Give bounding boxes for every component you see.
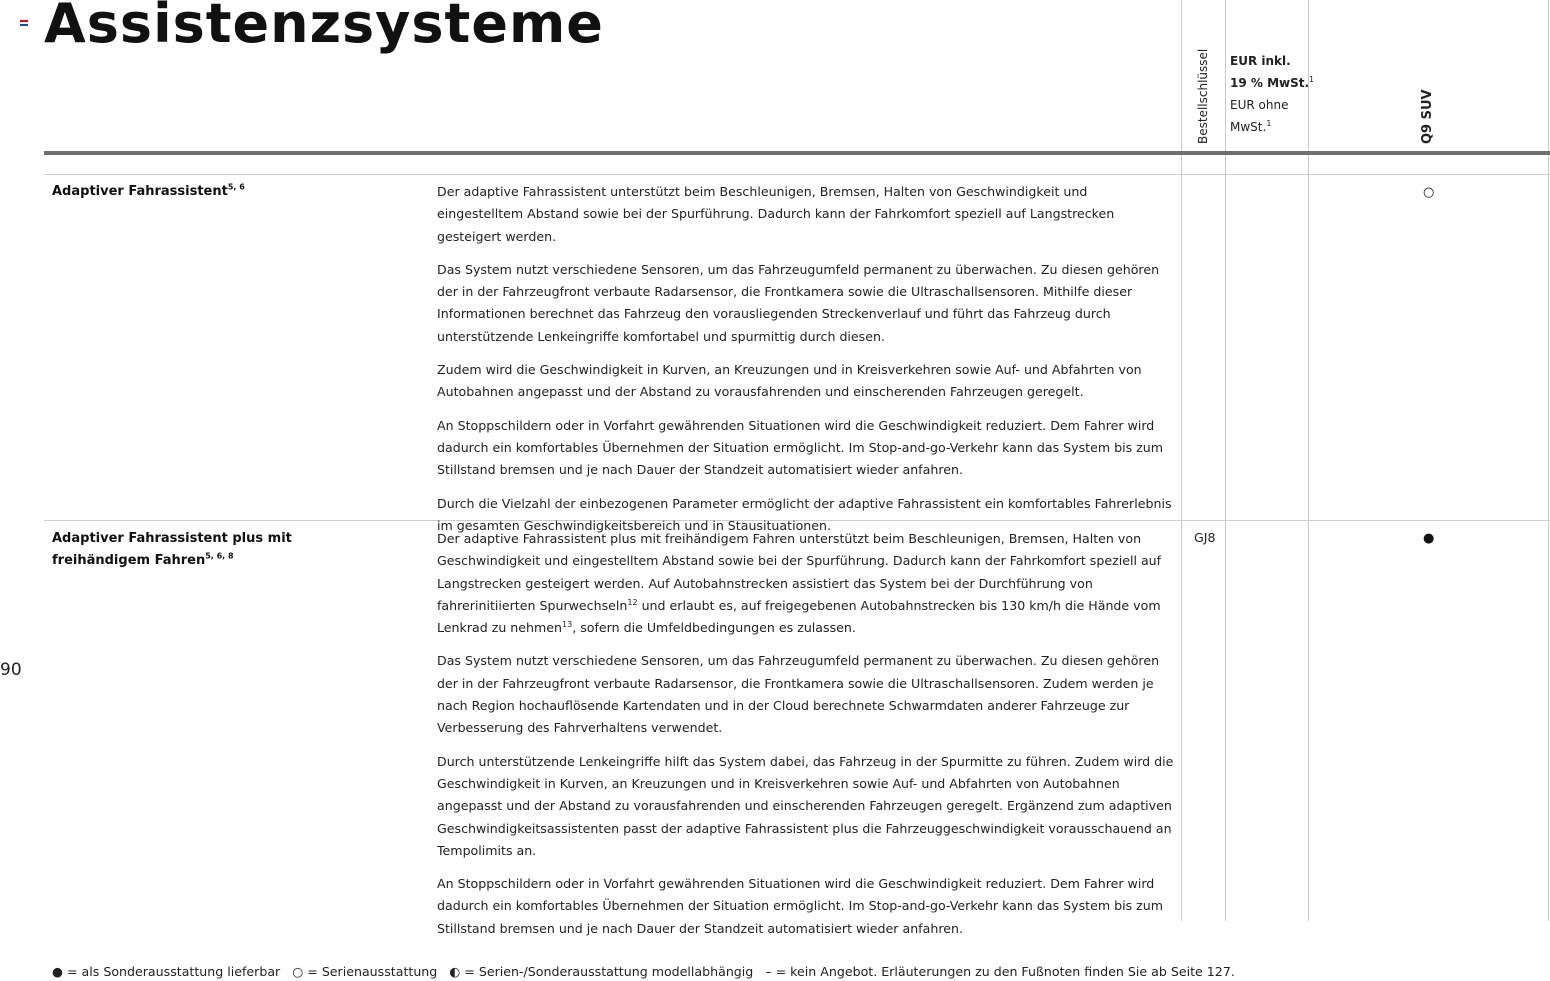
price-incl-label: EUR inkl. xyxy=(1230,54,1291,68)
page-title: Assistenzsysteme xyxy=(44,0,604,55)
footnote-marker: 13 xyxy=(562,620,573,629)
legend-standard: ○ = Serienausstattung xyxy=(292,964,438,979)
model-column-header: Q9 SUV xyxy=(1420,89,1435,144)
price-column-header xyxy=(1230,50,1314,138)
feature-description xyxy=(437,528,1175,951)
footnote-marker: 1 xyxy=(1266,119,1272,128)
description-paragraph: Das System nutzt verschiedene Sensoren, um das Fahrzeugumfeld permanent zu überwachen. Zu diesen gehören der in der Fahrzeugfront verbaute Radarsensor, die Frontkamera sowie die Ultraschallsensoren. Mithilfe dieser Informationen berechnet das Fahrzeug den vorausliegenden Streckenverlauf und führt das Fahrzeug durch unterstützende Lenkeingriffe komfortabel und spurmittig durch diesen. xyxy=(437,261,1160,344)
feature-name xyxy=(52,181,372,203)
description-paragraph: Durch unterstützende Lenkeingriffe hilft das System dabei, das Fahrzeug in der Spurmitte zu führen. Zudem wird die Geschwindigkeit in Kurven, an Kreuzungen und in Kreisverkehren sowie Auf- und Abfahrten von Autobahnen angepasst und der Abstand zu vorausfahrenden und einscherenden Fahrzeugen geregelt. Ergänzend zum adaptiven Geschwindigkeitsassistenten passt der adaptive Fahrassistent plus die Fahrzeuggeschwindigkeit vorausschauend an Tempolimits an. xyxy=(437,753,1174,858)
price-excl-label: EUR ohne xyxy=(1230,98,1289,112)
legend-none: – = kein Angebot. Erläuterungen zu den Fußnoten finden Sie ab Seite 127. xyxy=(765,964,1235,979)
row-divider xyxy=(44,174,1550,175)
feature-footnotes: 5, 6 xyxy=(227,182,245,192)
paragraph-text: und erlaubt es, auf freigegebenen Autobahnstrecken bis 130 km/h die Hände vom Lenkrad zu nehmen xyxy=(437,597,1161,636)
optional-equipment-icon: ● xyxy=(1423,531,1435,546)
order-key-column-header: Bestellschlüssel xyxy=(1196,48,1210,144)
header-rule xyxy=(44,151,1550,155)
flag-stripe-blue xyxy=(20,24,28,26)
description-paragraph: Durch die Vielzahl der einbezogenen Parameter ermöglicht der adaptive Fahrassistent ein komfortables Fahrerlebnis im gesamten Geschwindigkeitsbereich und in Stausituationen. xyxy=(437,495,1172,533)
price-incl-vat: 19 % MwSt. xyxy=(1230,76,1310,90)
page-number: 90 xyxy=(0,660,22,680)
feature-footnotes: 5, 6, 8 xyxy=(205,551,234,561)
legend-optional: ● = als Sonderausstattung lieferbar xyxy=(52,964,281,979)
feature-label: Adaptiver Fahrassistent plus mit freihändigem Fahren xyxy=(52,531,292,568)
legend-model-dependent: ◐ = Serien-/Sonderausstattung modellabhängig xyxy=(449,964,754,979)
column-divider xyxy=(1225,0,1226,921)
price-excl-vat: MwSt. xyxy=(1230,120,1267,134)
column-divider xyxy=(1548,0,1549,921)
paragraph-text: Der adaptive Fahrassistent plus mit freihändigem Fahren unterstützt beim Beschleunigen, Bremsen, Halten von Geschwindigkeit und eingestelltem Abstand sowie bei der Spurführung. Dadurch kann der Fahrkomfort speziell auf Langstrecken gesteigert werden. Auf Autobahnstrecken assistiert das System bei der Durchführung von fahrerinitiierten Spurwechseln xyxy=(437,531,1162,613)
description-paragraph: Das System nutzt verschiedene Sensoren, um das Fahrzeugumfeld permanent zu überwachen. Zu diesen gehören der in der Fahrzeugfront verbaute Radarsensor, die Frontkamera sowie die Ultraschallsensoren. Zudem werden je nach Region hochauflösende Kartendaten und in der Cloud berechnete Schwarmdaten anderer Fahrzeuge zur Verbesserung des Fahrverhaltens verwendet. xyxy=(437,653,1160,736)
description-paragraph: An Stoppschildern oder in Vorfahrt gewährenden Situationen wird die Geschwindigkeit reduziert. Dem Fahrer wird dadurch ein komfortables Übernehmen der Situation ermöglicht. Im Stop-and-go-Verkehr kann das System bis zum Stillstand bremsen und je nach Dauer der Standzeit automatisiert wieder anfahren. xyxy=(437,876,1164,936)
description-paragraph: An Stoppschildern oder in Vorfahrt gewährenden Situationen wird die Geschwindigkeit reduziert. Dem Fahrer wird dadurch ein komfortables Übernehmen der Situation ermöglicht. Im Stop-and-go-Verkehr kann das System bis zum Stillstand bremsen und je nach Dauer der Standzeit automatisiert wieder anfahren. xyxy=(437,417,1164,478)
description-paragraph: Der adaptive Fahrassistent unterstützt beim Beschleunigen, Bremsen, Halten von Geschwindigkeit und eingestelltem Abstand sowie bei der Spurführung. Dadurch kann der Fahrkomfort speziell auf Langstrecken gesteigert werden. xyxy=(437,184,1115,244)
paragraph-text: , sofern die Umfeldbedingungen es zulassen. xyxy=(572,620,856,636)
footnote-marker: 1 xyxy=(1309,75,1315,84)
feature-label: Adaptiver Fahrassistent xyxy=(52,184,228,199)
flag-icon xyxy=(20,20,28,26)
description-paragraph xyxy=(437,528,1175,639)
order-key: GJ8 xyxy=(1194,530,1216,545)
footnote-marker: 12 xyxy=(627,597,638,607)
column-divider xyxy=(1181,0,1182,921)
feature-name xyxy=(52,528,372,572)
description-paragraph: Zudem wird die Geschwindigkeit in Kurven, an Kreuzungen und in Kreisverkehren sowie Auf- und Abfahrten von Autobahnen angepasst und der Abstand zu vorausfahrenden und einscherenden Fahrzeugen geregelt. xyxy=(437,362,1142,400)
feature-description xyxy=(437,181,1175,548)
standard-equipment-icon: ○ xyxy=(1423,185,1435,200)
legend xyxy=(52,964,1243,979)
column-divider xyxy=(1308,0,1309,921)
